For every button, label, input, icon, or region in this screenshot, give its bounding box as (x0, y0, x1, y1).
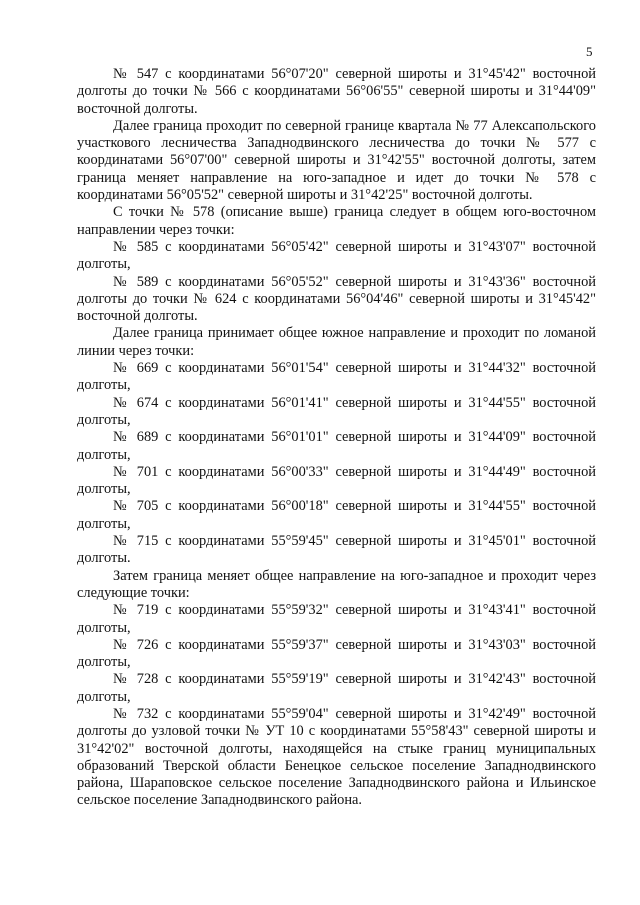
paragraph: С точки № 578 (описание выше) граница следует в общем юго-восточном направлении через точки: (77, 204, 596, 238)
paragraph: № 701 с координатами 56°00'33" северной широты и 31°44'49" восточной долготы, (77, 463, 596, 498)
paragraph: № 547 с координатами 56°07'20" северной широты и 31°45'42" восточной долготы до точки № 566 с координатами 56°06'55" северной широты и 31°44'09" восточной долготы. (77, 66, 596, 117)
paragraph: № 589 с координатами 56°05'52" северной широты и 31°43'36" восточной долготы до точки № 624 с координатами 56°04'46" северной широты и 31°45'42" восточной долготы. (77, 273, 596, 325)
paragraph: № 689 с координатами 56°01'01" северной широты и 31°44'09" восточной долготы, (77, 429, 596, 463)
document-body (77, 66, 596, 810)
paragraph: Далее граница принимает общее южное направление и проходит по ломаной линии через точки: (77, 325, 596, 359)
paragraph: № 719 с координатами 55°59'32" северной широты и 31°43'41" восточной долготы, (77, 602, 596, 636)
paragraph: № 726 с координатами 55°59'37" северной широты и 31°43'03" восточной долготы, (77, 636, 596, 671)
paragraph: Затем граница меняет общее направление на юго-западное и проходит через следующие точки: (77, 567, 596, 601)
paragraph: № 674 с координатами 56°01'41" северной широты и 31°44'55" восточной долготы, (77, 394, 596, 428)
page-number: 5 (586, 44, 593, 59)
paragraph: № 728 с координатами 55°59'19" северной широты и 31°42'43" восточной долготы, (77, 671, 596, 705)
paragraph: № 585 с координатами 56°05'42" северной широты и 31°43'07" восточной долготы, (77, 238, 596, 273)
paragraph: Далее граница проходит по северной границе квартала № 77 Алексапольского участкового лесничества Западнодвинского лесничества до точки № 577 с координатами 56°07'00" северной широты и 31°42'55" восточной долготы, затем граница меняет направление на юго-западное и идет до точки № 578 с координатами 56°05'52" северной широты и 31°42'25" восточной долготы. (77, 117, 596, 204)
paragraph: № 705 с координатами 56°00'18" северной широты и 31°44'55" восточной долготы, (77, 498, 596, 532)
paragraph: № 669 с координатами 56°01'54" северной широты и 31°44'32" восточной долготы, (77, 360, 596, 394)
paragraph: № 715 с координатами 55°59'45" северной широты и 31°45'01" восточной долготы. (77, 533, 596, 567)
paragraph: № 732 с координатами 55°59'04" северной широты и 31°42'49" восточной долготы до узловой точки № УТ 10 с координатами 55°58'43" северной широты и 31°42'02" восточной долготы, находящейся на стыке границ муниципальных образований Тверской области Бенецкое сельское поселение Западнодвинского района, Шараповское сельское поселение Западнодвинского района и Ильинское сельское поселение Западнодвинского района. (77, 705, 596, 809)
